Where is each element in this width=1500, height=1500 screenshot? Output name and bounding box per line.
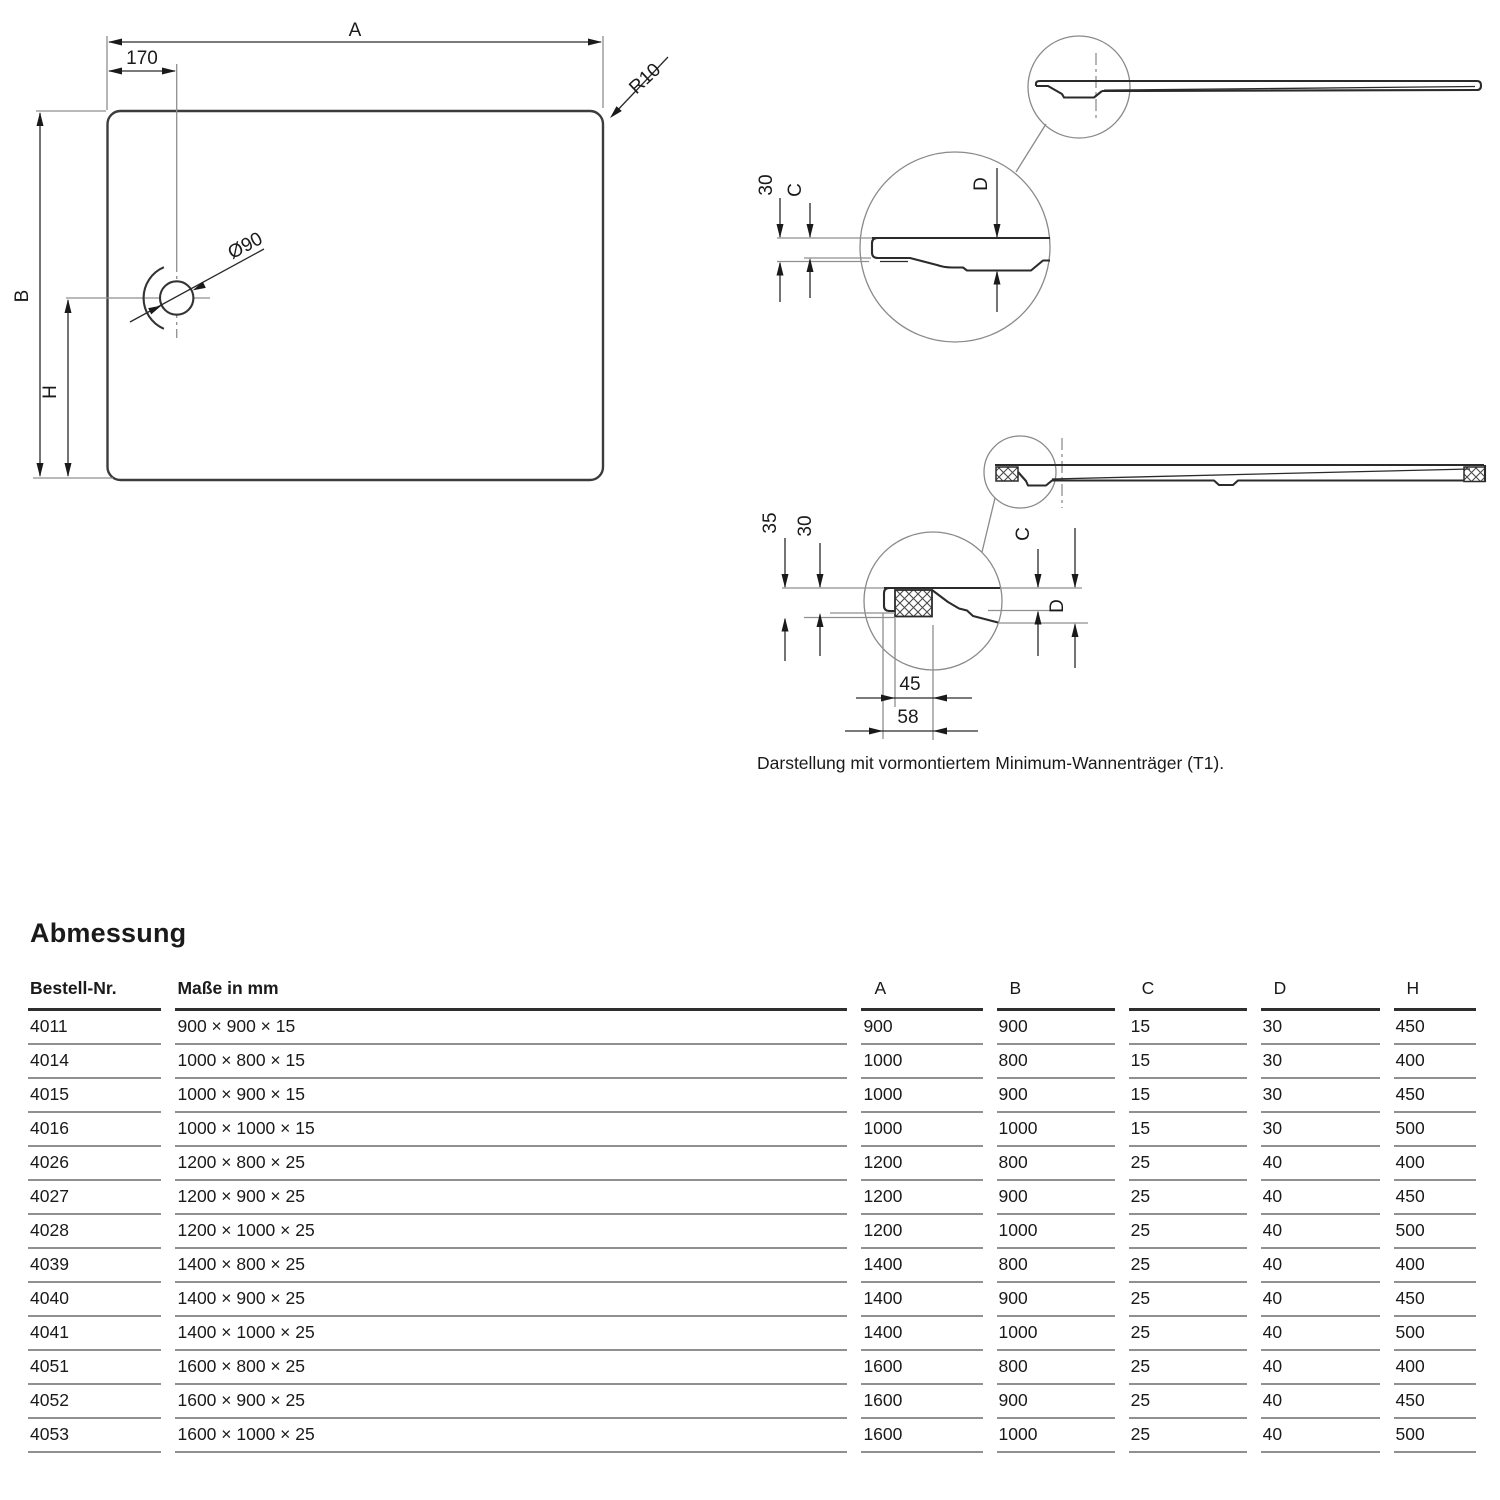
table-cell: 15 (1129, 1011, 1247, 1045)
dim-d-label-2: D (1047, 599, 1068, 613)
support-block-left (996, 467, 1018, 481)
column-header-a: A (861, 973, 982, 1011)
table-row (28, 1011, 1476, 1045)
table-cell: 25 (1129, 1419, 1247, 1453)
table-cell: 1000 × 1000 × 15 (175, 1113, 847, 1147)
table-cell: 900 (997, 1283, 1115, 1317)
table-row (28, 1351, 1476, 1385)
table-cell: 1200 (861, 1181, 982, 1215)
table-cell: 15 (1129, 1113, 1247, 1147)
dim-30-mounted (795, 515, 824, 656)
table-cell: 1000 (861, 1079, 982, 1113)
table-cell: 450 (1394, 1385, 1476, 1419)
dimensions-table (14, 973, 1490, 1453)
table-cell: 30 (1261, 1113, 1380, 1147)
dim-a-label: A (348, 20, 362, 41)
table-cell: 40 (1261, 1351, 1380, 1385)
table-cell: 4051 (28, 1351, 161, 1385)
table-cell: 500 (1394, 1317, 1476, 1351)
dim-c-mounted (1013, 527, 1042, 656)
dim-r10 (610, 57, 668, 118)
table-cell: 1000 (997, 1419, 1115, 1453)
table-cell: 500 (1394, 1419, 1476, 1453)
table-cell: 1400 (861, 1317, 982, 1351)
table-cell: 400 (1394, 1351, 1476, 1385)
table-cell: 1600 (861, 1419, 982, 1453)
table-cell: 4027 (28, 1181, 161, 1215)
table-cell: 25 (1129, 1147, 1247, 1181)
plan-view (12, 20, 668, 480)
table-cell: 1000 × 900 × 15 (175, 1079, 847, 1113)
table-row (28, 1317, 1476, 1351)
dim-35-mounted (760, 512, 789, 661)
section-view-mounted (760, 436, 1485, 740)
dim-d-mounted (1047, 528, 1079, 668)
table-cell: 40 (1261, 1317, 1380, 1351)
dim-d-side (971, 168, 1001, 312)
table-cell: 25 (1129, 1181, 1247, 1215)
drain-hole (160, 281, 193, 314)
table-cell: 1000 (997, 1317, 1115, 1351)
table-cell: 40 (1261, 1283, 1380, 1317)
table-row (28, 1249, 1476, 1283)
table-row (28, 1215, 1476, 1249)
table-cell: 800 (997, 1249, 1115, 1283)
table-cell: 450 (1394, 1079, 1476, 1113)
column-header-b: B (997, 973, 1115, 1011)
table-cell: 1600 × 1000 × 25 (175, 1419, 847, 1453)
detail-circle-small-2 (984, 436, 1056, 508)
table-cell: 4041 (28, 1317, 161, 1351)
table-cell: 400 (1394, 1249, 1476, 1283)
table-cell: 500 (1394, 1215, 1476, 1249)
table-row (28, 1147, 1476, 1181)
table-cell: 1000 (861, 1045, 982, 1079)
table-cell: 500 (1394, 1113, 1476, 1147)
table-cell: 1000 × 800 × 15 (175, 1045, 847, 1079)
table-cell: 1200 × 800 × 25 (175, 1147, 847, 1181)
table-cell: 1200 × 900 × 25 (175, 1181, 847, 1215)
table-cell: 1200 (861, 1215, 982, 1249)
corner-radius-label: R10 (625, 59, 666, 99)
table-cell: 450 (1394, 1011, 1476, 1045)
table-cell: 800 (997, 1351, 1115, 1385)
table-cell: 4053 (28, 1419, 161, 1453)
table-cell: 40 (1261, 1215, 1380, 1249)
table-cell: 4026 (28, 1147, 161, 1181)
dim-c-label: C (785, 183, 806, 197)
table-row (28, 1045, 1476, 1079)
table-cell: 40 (1261, 1147, 1380, 1181)
support-block-detail (895, 590, 932, 617)
table-cell: 4016 (28, 1113, 161, 1147)
table-cell: 900 (997, 1181, 1115, 1215)
table-cell: 1600 × 800 × 25 (175, 1351, 847, 1385)
table-cell: 30 (1261, 1045, 1380, 1079)
table-cell: 25 (1129, 1215, 1247, 1249)
dim-b (12, 111, 113, 478)
table-cell: 1600 × 900 × 25 (175, 1385, 847, 1419)
column-header-c: C (1129, 973, 1247, 1011)
dim-58 (845, 707, 978, 735)
table-cell: 4014 (28, 1045, 161, 1079)
table-cell: 4015 (28, 1079, 161, 1113)
table-cell: 1600 (861, 1385, 982, 1419)
dim-58-label: 58 (897, 707, 919, 728)
table-cell: 25 (1129, 1385, 1247, 1419)
table-row (28, 1385, 1476, 1419)
table-cell: 450 (1394, 1181, 1476, 1215)
table-cell: 1000 (861, 1113, 982, 1147)
table-cell: 450 (1394, 1283, 1476, 1317)
table-cell: 4039 (28, 1249, 161, 1283)
table-cell: 15 (1129, 1045, 1247, 1079)
table-cell: 900 (997, 1385, 1115, 1419)
table-row (28, 1079, 1476, 1113)
table-cell: 25 (1129, 1283, 1247, 1317)
table-cell: 800 (997, 1147, 1115, 1181)
dimensions-heading: Abmessung (30, 918, 187, 948)
table-cell: 25 (1129, 1249, 1247, 1283)
table-cell: 800 (997, 1045, 1115, 1079)
table-cell: 400 (1394, 1147, 1476, 1181)
dim-a (107, 20, 603, 110)
table-cell: 1400 × 1000 × 25 (175, 1317, 847, 1351)
drain-diameter-label: Ø90 (224, 228, 267, 264)
table-cell: 1200 (861, 1147, 982, 1181)
table-cell: 900 (997, 1079, 1115, 1113)
table-cell: 4040 (28, 1283, 161, 1317)
table-cell: 900 (997, 1011, 1115, 1045)
support-block-right (1464, 467, 1485, 482)
table-cell: 40 (1261, 1419, 1380, 1453)
table-row (28, 1113, 1476, 1147)
dim-b-label: B (12, 289, 33, 303)
table-cell: 1400 × 900 × 25 (175, 1283, 847, 1317)
table-cell: 4052 (28, 1385, 161, 1419)
table-cell: 4011 (28, 1011, 161, 1045)
dim-d-label: D (971, 177, 992, 191)
detail-circle-large (860, 152, 1050, 342)
table-cell: 25 (1129, 1317, 1247, 1351)
table-cell: 400 (1394, 1045, 1476, 1079)
table-cell: 15 (1129, 1079, 1247, 1113)
dim-c-side (785, 183, 814, 298)
table-cell: 40 (1261, 1385, 1380, 1419)
dimensions-section (28, 918, 1490, 1453)
column-header-masse: Maße in mm (175, 973, 847, 1011)
table-cell: 30 (1261, 1011, 1380, 1045)
table-cell: 1600 (861, 1351, 982, 1385)
dim-170-label: 170 (126, 48, 158, 69)
table-cell: 1000 (997, 1215, 1115, 1249)
dim-h-label: H (40, 385, 61, 399)
table-row (28, 1181, 1476, 1215)
dim-35-label: 35 (760, 512, 781, 534)
table-header-row (28, 973, 1476, 1011)
table-cell: 40 (1261, 1181, 1380, 1215)
column-header-d: D (1261, 973, 1380, 1011)
column-header-h: H (1394, 973, 1476, 1011)
table-cell: 25 (1129, 1351, 1247, 1385)
table-row (28, 1419, 1476, 1453)
table-cell: 1200 × 1000 × 25 (175, 1215, 847, 1249)
dim-30-label: 30 (756, 174, 777, 196)
table-cell: 1000 (997, 1113, 1115, 1147)
table-cell: 40 (1261, 1249, 1380, 1283)
table-cell: 1400 × 800 × 25 (175, 1249, 847, 1283)
dim-45-label: 45 (899, 674, 921, 695)
table-cell: 4028 (28, 1215, 161, 1249)
table-cell: 1400 (861, 1283, 982, 1317)
table-cell: 1400 (861, 1249, 982, 1283)
dim-c-label-2: C (1013, 527, 1034, 541)
section-view-side (756, 36, 1481, 342)
table-row (28, 1283, 1476, 1317)
table-cell: 30 (1261, 1079, 1380, 1113)
column-header-bestell-nr: Bestell-Nr. (28, 973, 161, 1011)
table-body (28, 1011, 1476, 1453)
table-cell: 900 (861, 1011, 982, 1045)
dim-30-label-2: 30 (795, 515, 816, 537)
drawing-caption: Darstellung mit vormontiertem Minimum-Wannenträger (T1). (757, 753, 1225, 773)
table-cell: 900 × 900 × 15 (175, 1011, 847, 1045)
